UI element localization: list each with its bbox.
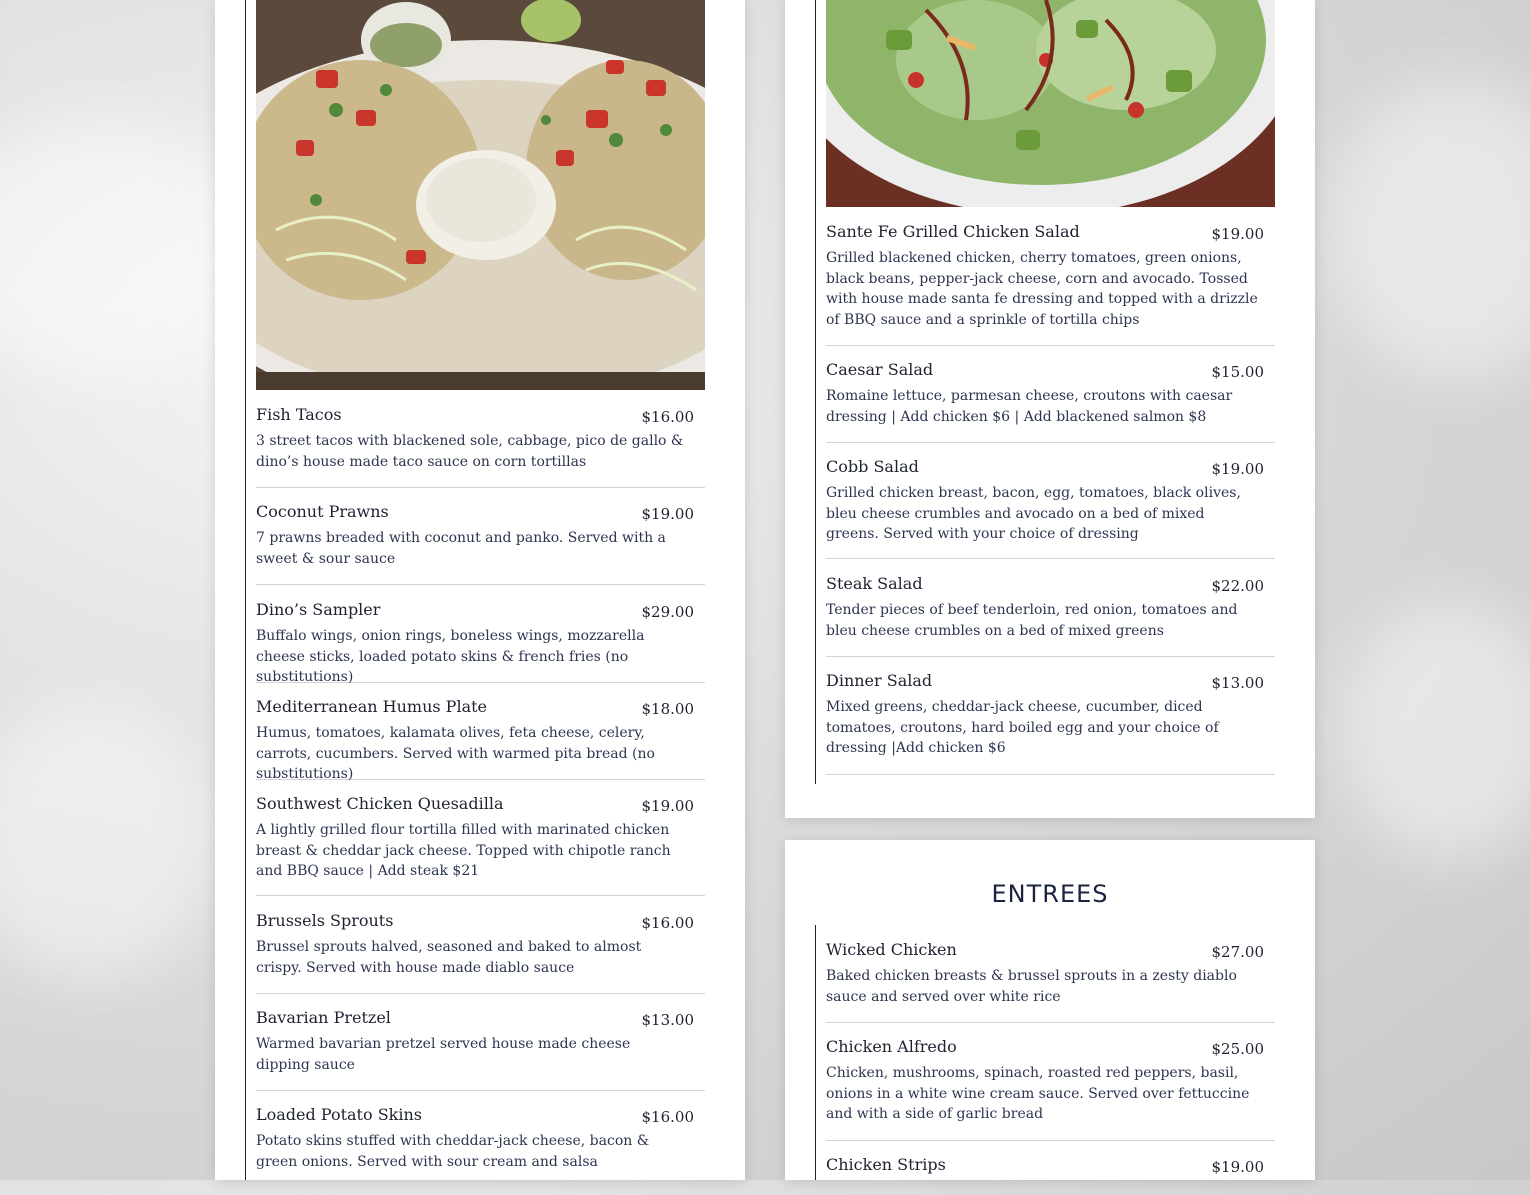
menu-item-name: Dinner Salad — [826, 671, 933, 690]
menu-item-price: $27.00 — [1211, 943, 1264, 961]
menu-item-description: Mixed greens, cheddar-jack cheese, cucumber, diced tomatoes, croutons, hard boiled egg and your choice of dressing |Add chicken $6 — [826, 699, 1219, 756]
menu-item-chicken-strips — [826, 1155, 1275, 1195]
menu-item-description: Warmed bavarian pretzel served house made cheese dipping sauce — [256, 1036, 631, 1073]
menu-item-name: Dino’s Sampler — [256, 600, 381, 619]
menu-item-description: Buffalo wings, onion rings, boneless wings, mozzarella cheese sticks, loaded potato skins & french fries (no substitutions) — [256, 628, 645, 685]
menu-item-dino-s-sampler — [256, 600, 705, 683]
menu-item-description: Chicken, mushrooms, spinach, roasted red peppers, basil, onions in a white wine cream sauce. Served over fettuccine and with a side of garlic bread — [826, 1065, 1250, 1122]
menu-item-price: $19.00 — [641, 797, 694, 815]
menu-item-chicken-alfredo — [826, 1037, 1275, 1141]
menu-item-price: $22.00 — [1211, 577, 1264, 595]
menu-item-southwest-chicken-quesadilla — [256, 794, 705, 896]
menu-item-name: Chicken Strips — [826, 1155, 946, 1174]
salad-photo — [826, 0, 1275, 207]
menu-item-price: $13.00 — [641, 1011, 694, 1029]
fish-tacos-photo — [256, 0, 705, 390]
menu-item-mediterranean-humus-plate — [256, 697, 705, 780]
menu-item-cobb-salad — [826, 457, 1275, 559]
menu-item-name: Caesar Salad — [826, 360, 934, 379]
menu-item-name: Loaded Potato Skins — [256, 1105, 422, 1124]
menu-item-price: $16.00 — [641, 1108, 694, 1126]
menu-item-loaded-potato-skins — [256, 1105, 705, 1195]
menu-item-description: Baked chicken breasts & brussel sprouts in a zesty diablo sauce and served over white rice — [826, 968, 1237, 1005]
menu-item-sante-fe-grilled-chicken-salad — [826, 222, 1275, 346]
menu-item-description: 7 prawns breaded with coconut and panko. Served with a sweet & sour sauce — [256, 530, 666, 567]
menu-item-description: Humus, tomatoes, kalamata olives, feta cheese, celery, carrots, cucumbers. Served with warmed pita bread (no substitutions) — [256, 725, 655, 782]
menu-item-name: Chicken Alfredo — [826, 1037, 957, 1056]
menu-item-name: Brussels Sprouts — [256, 911, 394, 930]
menu-item-description: A lightly grilled flour tortilla filled with marinated chicken breast & cheddar jack cheese. Topped with chipotle ranch and BBQ sauce | Add steak $21 — [256, 822, 671, 879]
menu-item-price: $19.00 — [1211, 460, 1264, 478]
section-title-entrees: ENTREES — [991, 880, 1109, 908]
menu-item-name: Fish Tacos — [256, 405, 342, 424]
menu-item-caesar-salad — [826, 360, 1275, 443]
menu-item-fish-tacos — [256, 405, 705, 488]
menu-item-price: $19.00 — [1211, 225, 1264, 243]
menu-item-wicked-chicken — [826, 940, 1275, 1023]
menu-item-name: Southwest Chicken Quesadilla — [256, 794, 504, 813]
menu-item-name: Steak Salad — [826, 574, 923, 593]
menu-item-price: $29.00 — [641, 603, 694, 621]
menu-panel-appetizers — [215, 0, 745, 1180]
menu-item-description: Romaine lettuce, parmesan cheese, croutons with caesar dressing | Add chicken $6 | Add blackened salmon $8 — [826, 388, 1233, 425]
menu-item-description: Potato skins stuffed with cheddar-jack cheese, bacon & green onions. Served with sour cream and salsa — [256, 1133, 650, 1170]
menu-item-description: Tender pieces of beef tenderloin, red onion, tomatoes and bleu cheese crumbles on a bed of mixed greens — [826, 602, 1238, 639]
menu-item-name: Wicked Chicken — [826, 940, 957, 959]
menu-item-name: Mediterranean Humus Plate — [256, 697, 487, 716]
menu-item-bavarian-pretzel — [256, 1008, 705, 1091]
menu-item-dinner-salad — [826, 671, 1275, 775]
menu-item-price: $19.00 — [1211, 1158, 1264, 1176]
menu-item-name: Bavarian Pretzel — [256, 1008, 391, 1027]
menu-item-price: $16.00 — [641, 408, 694, 426]
menu-item-name: Sante Fe Grilled Chicken Salad — [826, 222, 1080, 241]
menu-item-name: Cobb Salad — [826, 457, 919, 476]
panel-divider-line — [815, 925, 816, 1180]
menu-item-name: Coconut Prawns — [256, 502, 389, 521]
menu-item-description: 3 street tacos with blackened sole, cabbage, pico de gallo & dino’s house made taco sauce on corn tortillas — [256, 433, 684, 470]
panel-divider-line — [245, 0, 246, 1180]
menu-item-coconut-prawns — [256, 502, 705, 585]
menu-item-description: Grilled chicken breast, bacon, egg, tomatoes, black olives, bleu cheese crumbles and avocado on a bed of mixed greens. Served with your choice of dressing — [826, 485, 1241, 542]
menu-item-steak-salad — [826, 574, 1275, 657]
menu-item-brussels-sprouts — [256, 911, 705, 994]
menu-item-description: Grilled blackened chicken, cherry tomatoes, green onions, black beans, pepper-jack cheese, corn and avocado. Tossed with house made santa fe dressing and topped with a drizzle of BBQ sauce and a sprinkle of tortilla chips — [826, 250, 1258, 328]
menu-item-description: Brussel sprouts halved, seasoned and baked to almost crispy. Served with house made diablo sauce — [256, 939, 642, 976]
panel-divider-line — [815, 0, 816, 784]
menu-item-price: $16.00 — [641, 914, 694, 932]
menu-item-price: $15.00 — [1211, 363, 1264, 381]
menu-item-price: $18.00 — [641, 700, 694, 718]
menu-item-price: $19.00 — [641, 505, 694, 523]
menu-item-price: $13.00 — [1211, 674, 1264, 692]
menu-item-price: $25.00 — [1211, 1040, 1264, 1058]
